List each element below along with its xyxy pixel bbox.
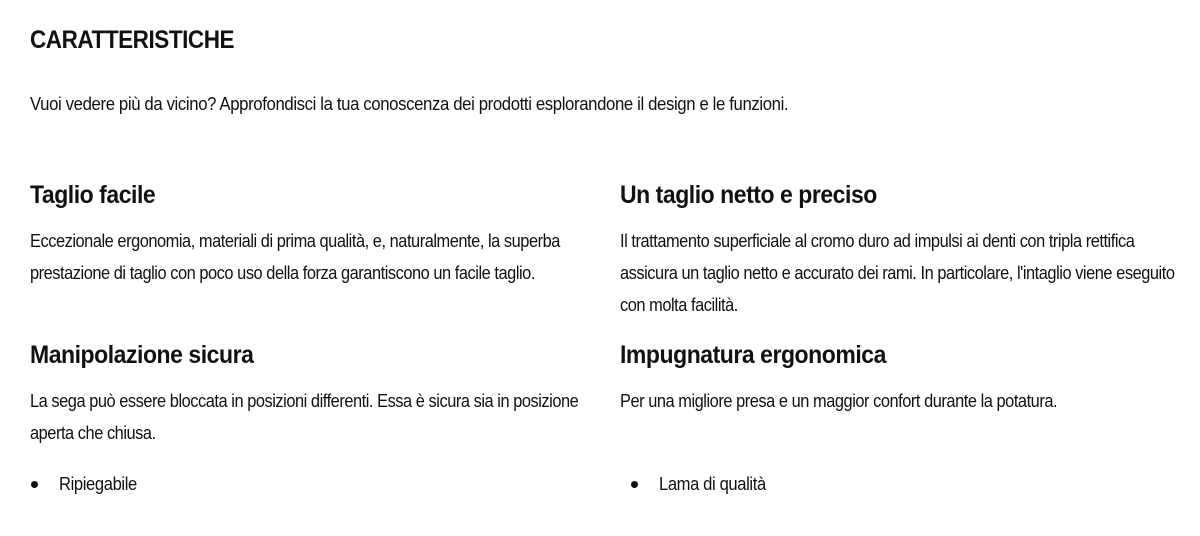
feature-title: Taglio facile [30,181,156,209]
feature-bullet-list-left [30,471,144,497]
list-item-label: Ripiegabile [59,474,137,494]
feature-bullet-list-right [630,471,775,497]
list-item-label: Lama di qualità [659,474,766,494]
feature-clean-cut [620,179,1200,321]
feature-title: Impugnatura ergonomica [620,341,886,369]
bullet-icon [31,481,38,488]
section-intro: Vuoi vedere più da vicino? Approfondisci la tua conoscenza dei prodotti esplorandone il design e le funzioni. [30,94,789,114]
feature-safe-handling [30,339,640,449]
list-item [30,471,144,497]
list-item [630,471,775,497]
feature-ergonomic-grip [620,339,1200,417]
feature-description: La sega può essere bloccata in posizioni differenti. Essa è sicura sia in posizione aperta che chiusa. [30,391,579,443]
feature-title: Un taglio netto e preciso [620,181,877,209]
feature-description: Il trattamento superficiale al cromo duro ad impulsi ai denti con tripla rettifica assicura un taglio netto e accurato dei rami. In particolare, l'intaglio viene eseguito con molta facilità. [620,231,1175,315]
feature-description: Eccezionale ergonomia, materiali di prima qualità, e, naturalmente, la superba prestazione di taglio con poco uso della forza garantiscono un facile taglio. [30,231,560,283]
feature-title: Manipolazione sicura [30,341,254,369]
feature-easy-cut [30,179,640,289]
page-title: CARATTERISTICHE [30,26,235,54]
feature-description: Per una migliore presa e un maggior confort durante la potatura. [620,391,1058,411]
bullet-icon [631,481,638,488]
